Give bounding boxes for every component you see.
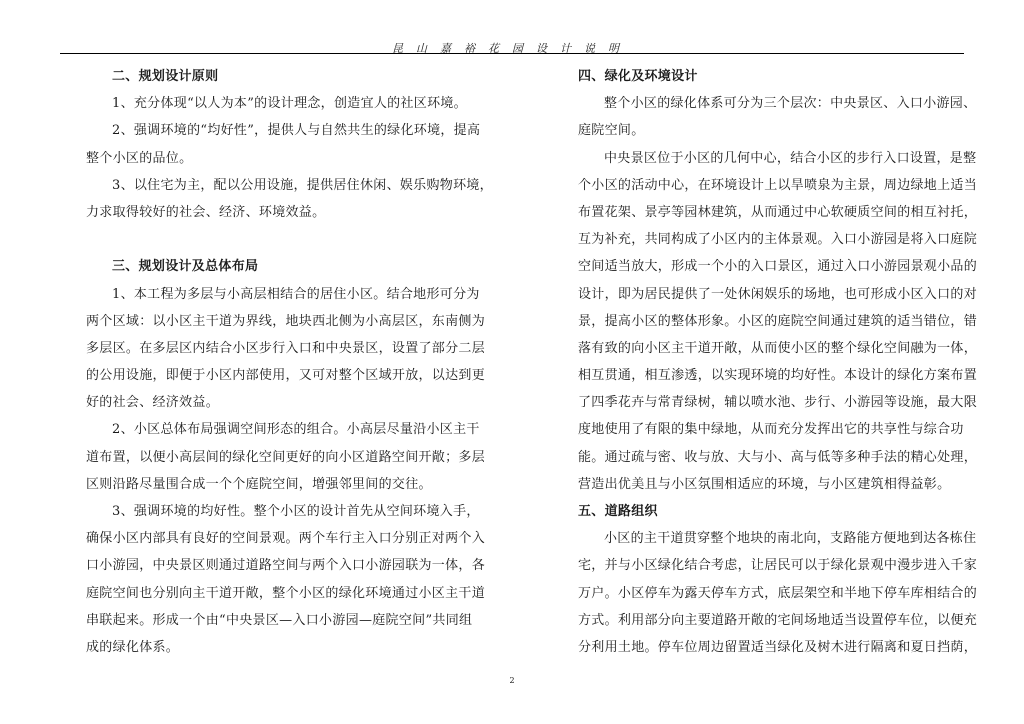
paragraph-line: 1、充分体现“以人为本”的设计理念，创造宜人的社区环境。	[112, 96, 467, 112]
paragraph-line: 3、以住宅为主，配以公用设施，提供居住休闲、娱乐购物环境，	[112, 177, 493, 193]
paragraph-line: 庭院空间。	[578, 123, 645, 139]
header-divider	[60, 53, 964, 54]
paragraph-line: 万户。小区停车为露天停车方式，底层架空和半地下停车库相结合的	[578, 585, 978, 601]
paragraph-line: 好的社会、经济效益。	[86, 395, 220, 411]
page-number: 2	[509, 676, 515, 685]
section-heading-greening-design: 四、绿化及环境设计	[578, 69, 698, 84]
left-column	[86, 63, 493, 661]
paragraph-line: 串联起来。形成一个由“中央景区—入口小游园—庭院空间”共同组	[86, 612, 473, 628]
paragraph-line: 力求取得较好的社会、经济、环境效益。	[86, 204, 326, 220]
paragraph-line: 能。通过疏与密、收与放、大与小、高与低等多种手法的精心处理，	[578, 449, 978, 465]
paragraph-line: 区则沿路尽量围合成一个个庭院空间，增强邻里间的交往。	[86, 476, 432, 492]
paragraph-line: 2、强调环境的“均好性”，提供人与自然共生的绿化环境，提高	[112, 123, 481, 139]
paragraph-line: 了四季花卉与常青绿树，辅以喷水池、步行、小游园等设施，最大限	[578, 395, 978, 411]
paragraph-line: 相互贯通，相互渗透，以实现环境的均好性。本设计的绿化方案布置	[578, 368, 978, 384]
page-header: 昆山嘉裕花园设计说明	[392, 42, 632, 55]
paragraph-line: 多层区。在多层区内结合小区步行入口和中央景区，设置了部分二层	[86, 340, 486, 356]
right-column	[578, 63, 978, 661]
paragraph-line: 成的绿化体系。	[86, 639, 180, 655]
paragraph-line: 宅，并与小区绿化结合考虑，让居民可以于绿化景观中漫步进入千家	[578, 558, 978, 574]
paragraph-line: 分利用土地。停车位周边留置适当绿化及树木进行隔离和夏日挡荫，	[578, 639, 978, 655]
paragraph-line: 2、小区总体布局强调空间形态的组合。小高层尽量沿小区主干	[112, 422, 480, 438]
paragraph-line: 确保小区内部具有良好的空间景观。两个车行主入口分别正对两个入	[86, 531, 486, 547]
paragraph-line: 两个区域：以小区主干道为界线，地块西北侧为小高层区，东南侧为	[86, 313, 486, 329]
paragraph-line: 小区的主干道贯穿整个地块的南北向，支路能方便地到达各栋住	[604, 531, 977, 547]
section-heading-planning-principles: 二、规划设计原则	[112, 69, 219, 84]
paragraph-line: 庭院空间也分别向主干道开敞，整个小区的绿化环境通过小区主干道	[86, 585, 486, 601]
section-heading-overall-layout: 三、规划设计及总体布局	[112, 259, 259, 275]
paragraph-line: 布置花架、景亭等园林建筑，从而通过中心软硬质空间的相互衬托，	[578, 204, 978, 220]
paragraph-line: 口小游园，中央景区则通过道路空间与两个入口小游园联为一体，各	[86, 558, 486, 574]
paragraph-line: 方式。利用部分向主要道路开敞的宅间场地适当设置停车位，以便充	[578, 612, 978, 628]
paragraph-line: 度地使用了有限的集中绿地，从而充分发挥出它的共享性与综合功	[578, 422, 964, 438]
section-heading-road-organization: 五、道路组织	[578, 504, 658, 519]
paragraph-line: 落有致的向小区主干道开敞，从而使小区的整个绿化空间融为一体，	[578, 340, 978, 356]
section-spacer	[86, 226, 468, 253]
paragraph-line: 整个小区的绿化体系可分为三个层次：中央景区、入口小游园、	[604, 96, 977, 112]
paragraph-line: 中央景区位于小区的几何中心，结合小区的步行入口设置，是整	[604, 150, 977, 166]
paragraph-line: 设计，即为居民提供了一处休闲娱乐的场地，也可形成小区入口的对	[578, 286, 978, 302]
paragraph-line: 整个小区的品位。	[86, 150, 193, 166]
paragraph-line: 个小区的活动中心，在环境设计上以旱喷泉为主景，周边绿地上适当	[578, 177, 978, 193]
paragraph-line: 1、本工程为多层与小高层相结合的居住小区。结合地形可分为	[112, 286, 480, 302]
paragraph-line: 的公用设施，即便于小区内部使用，又可对整个区域开放，以达到更	[86, 368, 486, 384]
paragraph-line: 互为补充，共同构成了小区内的主体景观。入口小游园是将入口庭院	[578, 232, 978, 248]
paragraph-line: 空间适当放大，形成一个小的入口景区，通过入口小游园景观小品的	[578, 259, 978, 275]
paragraph-line: 景，提高小区的整体形象。小区的庭院空间通过建筑的适当错位，错	[578, 313, 978, 329]
paragraph-line: 营造出优美且与小区氛围相适应的环境，与小区建筑相得益彰。	[578, 476, 951, 492]
paragraph-line: 道布置，以便小高层间的绿化空间更好的向小区道路空间开敞；多层	[86, 449, 486, 465]
paragraph-line: 3、强调环境的均好性。整个小区的设计首先从空间环境入手，	[112, 504, 480, 519]
